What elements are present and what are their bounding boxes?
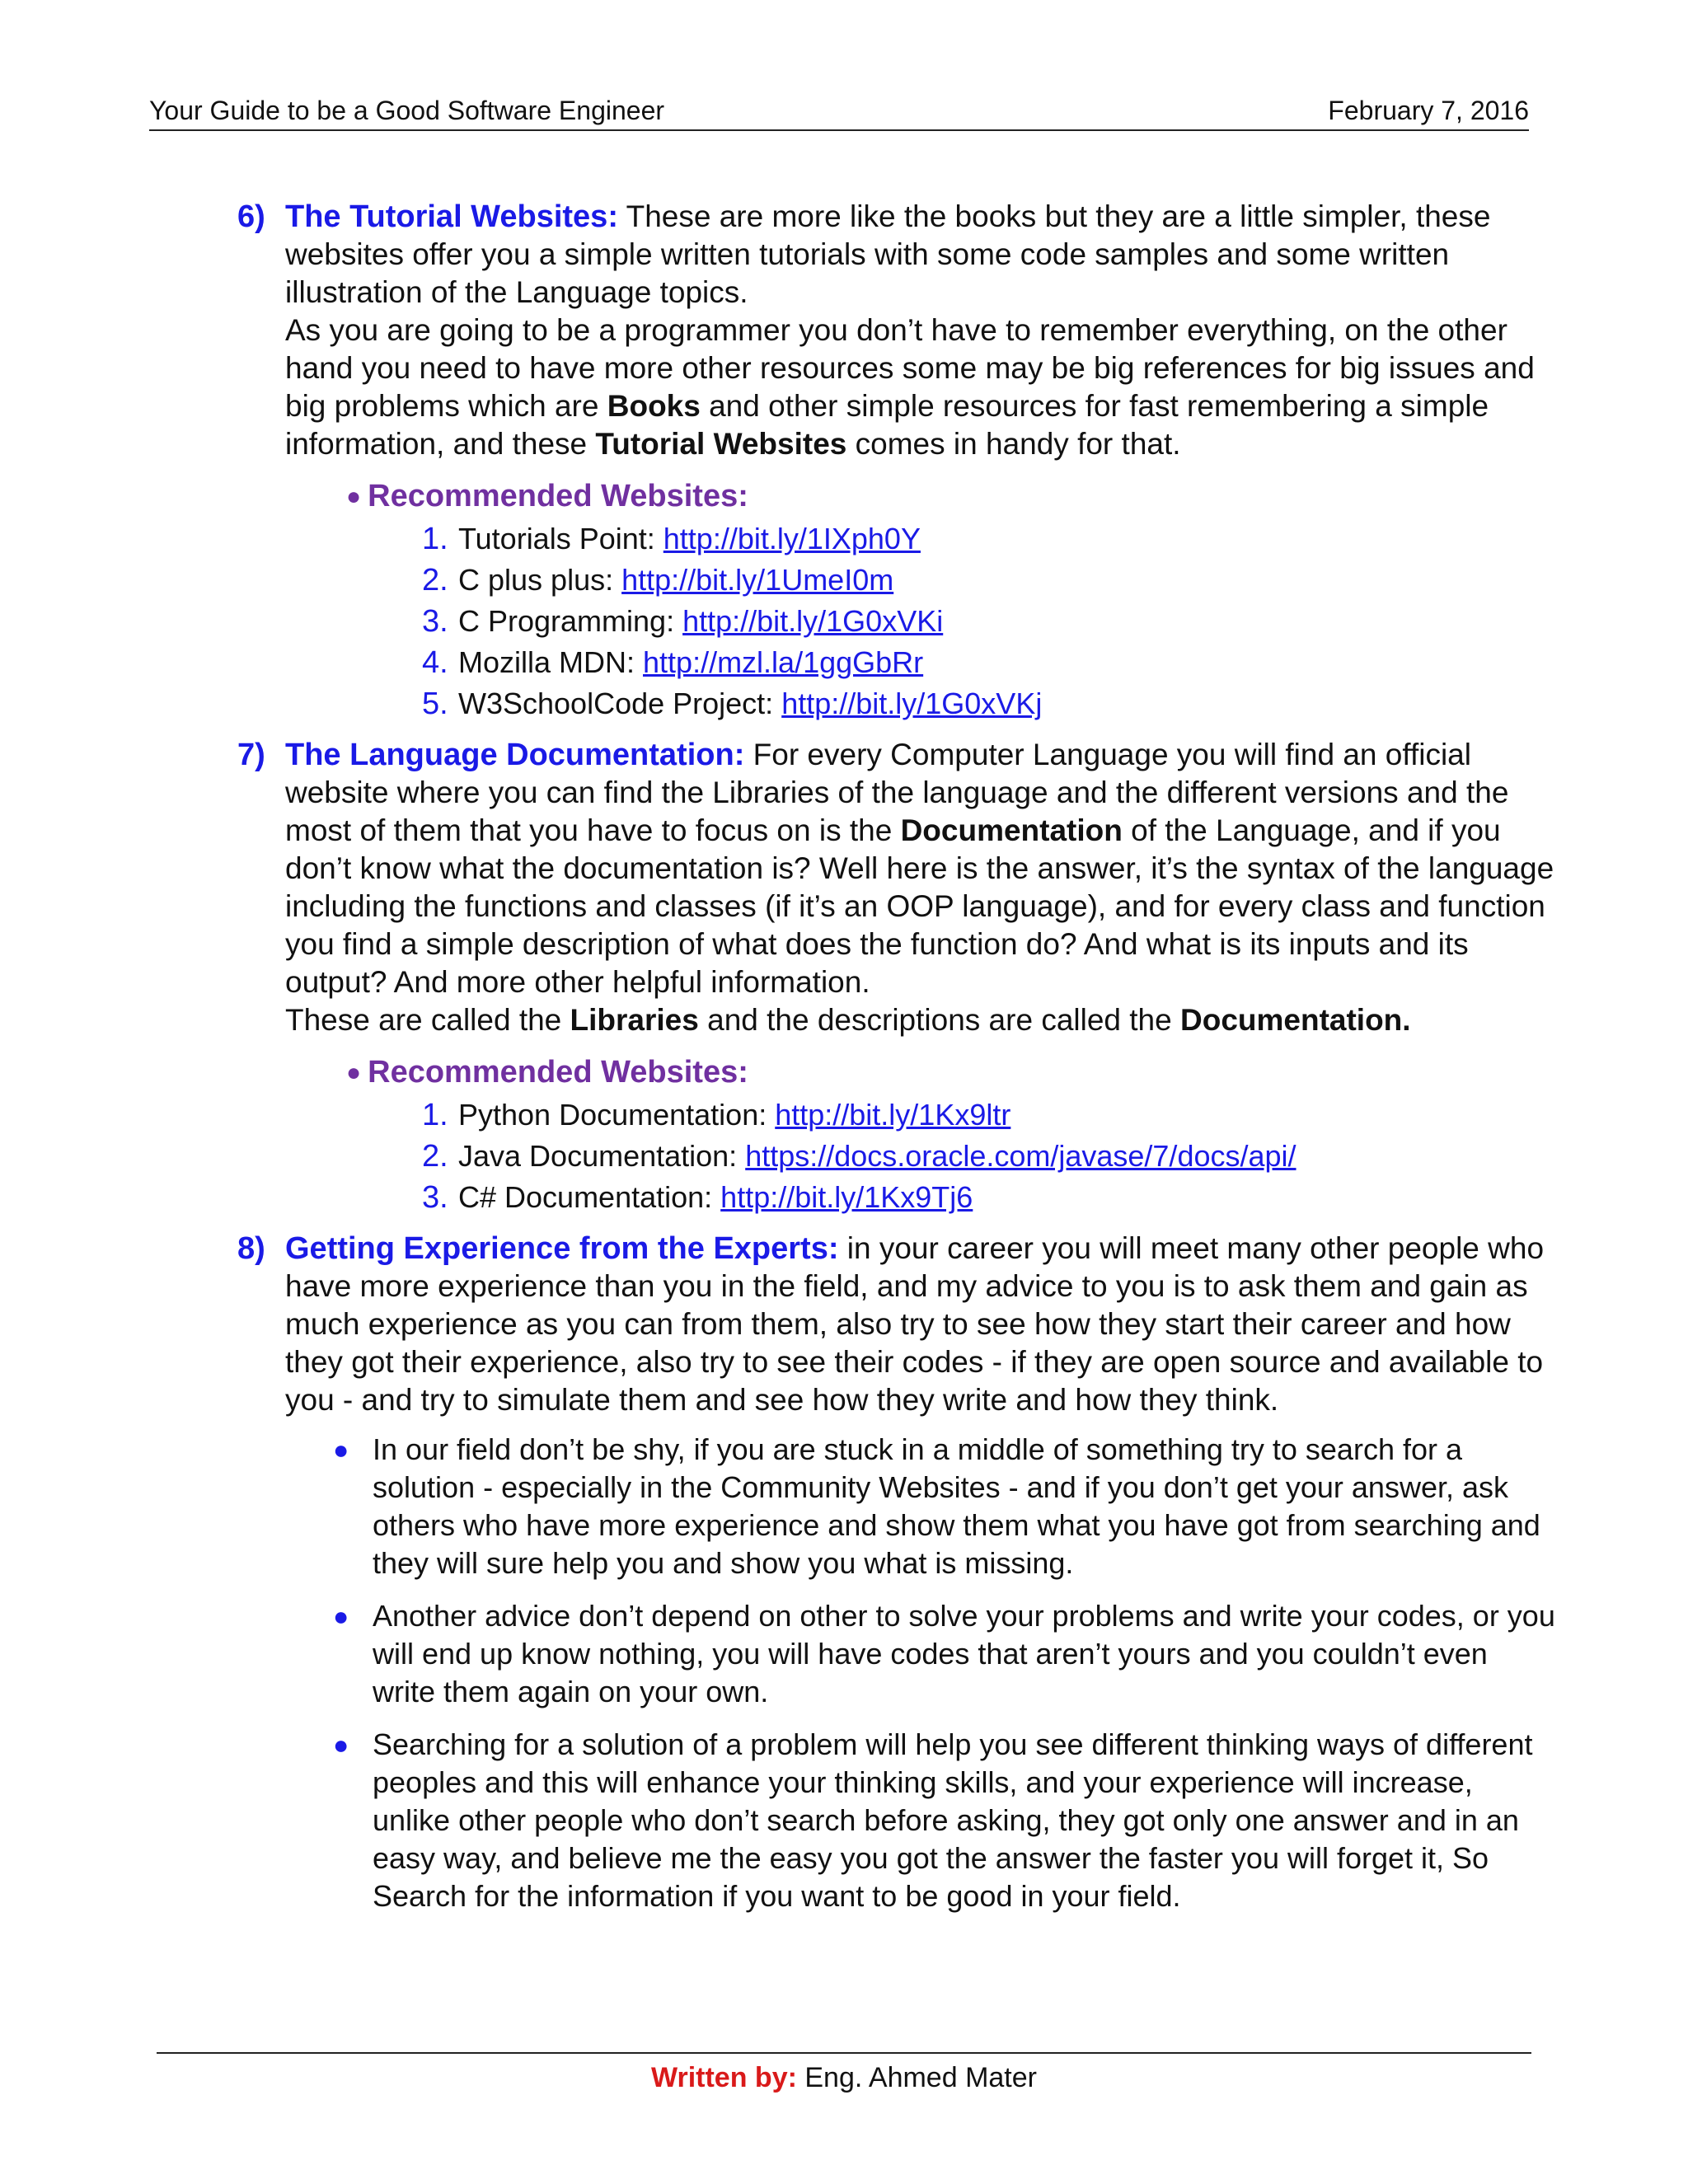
- paragraph-text: and other simple resources for fast remembering a simple information, and these: [285, 389, 1489, 461]
- list-number: 4.: [422, 645, 448, 680]
- section-paragraph: [285, 1001, 1556, 1039]
- website-link[interactable]: http://bit.ly/1UmeI0m: [621, 563, 894, 597]
- section-number: 8): [237, 1231, 265, 1266]
- list-number: 2.: [422, 1139, 448, 1174]
- link-name: Mozilla MDN:: [458, 645, 644, 679]
- section-title: The Language Documentation:: [285, 738, 745, 772]
- website-link[interactable]: http://bit.ly/1IXph0Y: [663, 522, 921, 555]
- list-number: 1.: [422, 522, 448, 556]
- recommended-websites-heading: [346, 1051, 1556, 1094]
- paragraph-text: of the Language, and if you don’t know what the documentation is? Well here is the answer, it’s the syntax of the language including the functions and classes (if it’s an OOP language), and for every class and function you find a simple description of what does the function do? And what is its inputs and its output? And more other helpful information.: [285, 813, 1554, 999]
- section-number: 7): [237, 738, 265, 772]
- section-paragraph: [285, 312, 1556, 463]
- page-footer: [0, 2062, 1688, 2094]
- list-item: [333, 1726, 1556, 1915]
- link-name: Python Documentation:: [458, 1098, 776, 1132]
- bold-term: Documentation: [900, 813, 1123, 847]
- website-link[interactable]: http://bit.ly/1Kx9Tj6: [720, 1180, 973, 1214]
- paragraph-text: These are more like the books but they are a little simpler, these websites offer you a simple written tutorials with some code samples and some written illustration of the Language topics.: [285, 199, 1491, 309]
- bullet-icon: ●: [333, 1601, 349, 1631]
- list-number: 2.: [422, 563, 448, 598]
- footer-divider: [157, 2052, 1531, 2054]
- bullet-icon: ●: [346, 1059, 362, 1086]
- bold-term: Libraries: [570, 1003, 699, 1037]
- page-content: [237, 198, 1556, 1930]
- list-item: [422, 1136, 1556, 1177]
- list-number: 3.: [422, 1180, 448, 1215]
- link-name: C# Documentation:: [458, 1180, 721, 1214]
- bold-term: Documentation.: [1180, 1003, 1411, 1037]
- bullet-icon: ●: [333, 1730, 349, 1760]
- section-language-documentation: [237, 736, 1556, 1039]
- list-item: [422, 560, 1556, 601]
- paragraph-text: and the descriptions are called the: [698, 1003, 1180, 1037]
- website-link[interactable]: http://bit.ly/1G0xVKj: [781, 687, 1043, 720]
- recommended-label: Recommended Websites:: [368, 479, 748, 513]
- list-number: 3.: [422, 604, 448, 639]
- bullet-text: Searching for a solution of a problem will help you see different thinking ways of different peoples and this will enhance your thinking skills, and your experience will increase, unlike other people who don’t search before asking, they got only one answer and in an easy way, and believe me the easy you got the answer the faster you will forget it, So Search for the information if you want to be good in your field.: [373, 1727, 1533, 1913]
- section-experience-from-experts: [237, 1230, 1556, 1419]
- section-paragraph: [285, 736, 1556, 1001]
- bullet-icon: ●: [333, 1435, 349, 1465]
- list-item: [333, 1597, 1556, 1711]
- paragraph-text: These are called the: [285, 1003, 570, 1037]
- section-tutorial-websites: [237, 198, 1556, 463]
- section-paragraph: [285, 1230, 1556, 1419]
- link-name: W3SchoolCode Project:: [458, 687, 782, 720]
- page-header: [149, 96, 1529, 131]
- written-by-label: Written by:: [651, 2062, 797, 2093]
- paragraph-text: comes in handy for that.: [846, 427, 1181, 461]
- link-name: C plus plus:: [458, 563, 622, 597]
- link-name: Tutorials Point:: [458, 522, 663, 555]
- list-number: 5.: [422, 687, 448, 721]
- list-item: [422, 1094, 1556, 1136]
- author-name: Eng. Ahmed Mater: [796, 2062, 1037, 2093]
- website-link[interactable]: https://docs.oracle.com/javase/7/docs/api/: [745, 1139, 1296, 1173]
- website-link[interactable]: http://mzl.la/1ggGbRr: [643, 645, 924, 679]
- section-paragraph: [285, 198, 1556, 312]
- list-item: [422, 518, 1556, 560]
- header-date: February 7, 2016: [1328, 96, 1529, 125]
- paragraph-text: For every Computer Language you will find an official website where you can find the Libraries of the language and the different versions and the most of them that you have to focus on is the: [285, 738, 1509, 847]
- list-item: [422, 642, 1556, 683]
- paragraph-text: in your career you will meet many other people who have more experience than you in the field, and my advice to you is to ask them and gain as much experience as you can from them, also try to see how they start their career and how they got their experience, also try to see their codes - if they are open source and available to you - and try to simulate them and see how they write and how they think.: [285, 1231, 1545, 1417]
- recommended-links-list: [422, 518, 1556, 724]
- list-item: [333, 1431, 1556, 1582]
- bold-term: Tutorial Websites: [595, 427, 847, 461]
- bullet-text: Another advice don’t depend on other to solve your problems and write your codes, or you will end up know nothing, you will have codes that aren’t yours and you couldn’t even write them again on your own.: [373, 1599, 1555, 1708]
- bullet-text: In our field don’t be shy, if you are stuck in a middle of something try to search for a solution - especially in the Community Websites - and if you don’t get your answer, ask others who have more experience and show them what you have got from searching and they will sure help you and show you what is missing.: [373, 1432, 1540, 1580]
- website-link[interactable]: http://bit.ly/1Kx9ltr: [775, 1098, 1011, 1132]
- list-item: [422, 683, 1556, 724]
- bullet-icon: ●: [346, 483, 362, 510]
- advice-bullet-list: [333, 1431, 1556, 1915]
- list-number: 1.: [422, 1098, 448, 1132]
- bold-term: Books: [607, 389, 701, 423]
- section-number: 6): [237, 199, 265, 234]
- recommended-label: Recommended Websites:: [368, 1055, 748, 1090]
- recommended-links-list: [422, 1094, 1556, 1218]
- link-name: Java Documentation:: [458, 1139, 746, 1173]
- section-title: The Tutorial Websites:: [285, 199, 618, 234]
- list-item: [422, 1177, 1556, 1218]
- list-item: [422, 601, 1556, 642]
- section-title: Getting Experience from the Experts:: [285, 1231, 839, 1266]
- link-name: C Programming:: [458, 604, 683, 638]
- recommended-websites-heading: [346, 475, 1556, 518]
- header-title: Your Guide to be a Good Software Engineer: [149, 96, 665, 125]
- website-link[interactable]: http://bit.ly/1G0xVKi: [682, 604, 944, 638]
- paragraph-text: As you are going to be a programmer you don’t have to remember everything, on the other hand you need to have more other resources some may be big references for big issues and big problems which are: [285, 313, 1535, 423]
